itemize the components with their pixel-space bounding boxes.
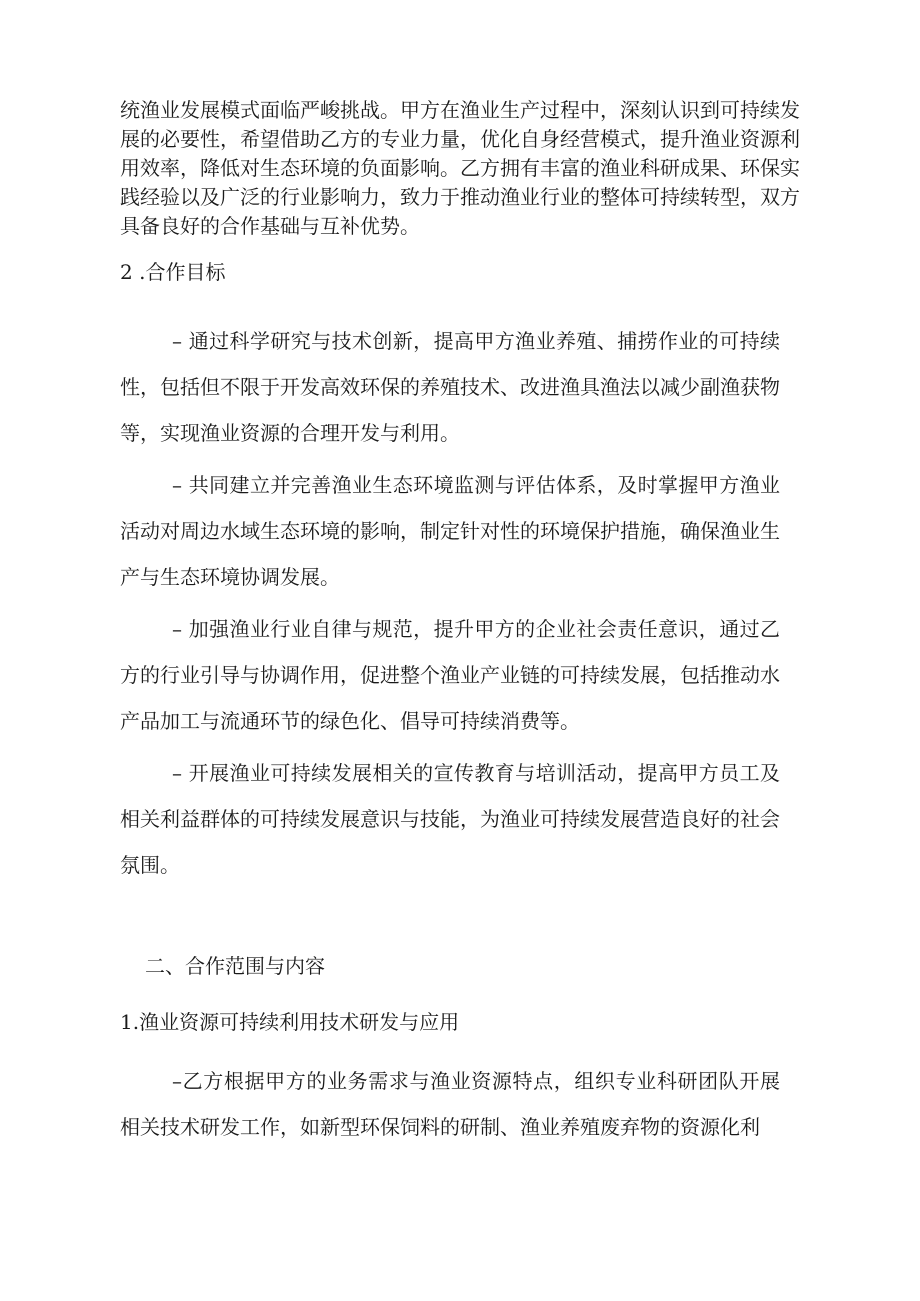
subsection-1-paragraph: –乙方根据甲方的业务需求与渔业资源特点，组织专业科研团队开展相关技术研发工作，如新型环保饲料的研制、渔业养殖废弃物的资源化利 — [120, 1069, 780, 1139]
subsection-1-heading: 1.渔业资源可持续利用技术研发与应用 — [120, 1010, 460, 1034]
section-2-heading: 2 .合作目标 — [120, 260, 226, 284]
goal-item-3: – 加强渔业行业自律与规范，提升甲方的企业社会责任意识，通过乙方的行业引导与协调作用，促进整个渔业产业链的可持续发展，包括推动水产品加工与流通环节的绿色化、倡导可持续消费等。 — [120, 617, 780, 733]
goal-item-1: – 通过科学研究与技术创新，提高甲方渔业养殖、捕捞作业的可持续性，包括但不限于开发高效环保的养殖技术、改进渔具渔法以减少副渔获物等，实现渔业资源的合理开发与利用。 — [120, 329, 780, 445]
intro-paragraph: 统渔业发展模式面临严峻挑战。甲方在渔业生产过程中，深刻认识到可持续发展的必要性，希望借助乙方的专业力量，优化自身经营模式，提升渔业资源利用效率，降低对生态环境的负面影响。乙方拥有丰富的渔业科研成果、环保实践经验以及广泛的行业影响力，致力于推动渔业行业的整体可持续转型，双方具备良好的合作基础与互补优势。 — [120, 98, 800, 238]
goal-item-2: – 共同建立并完善渔业生态环境监测与评估体系，及时掌握甲方渔业活动对周边水域生态环境的影响，制定针对性的环境保护措施，确保渔业生产与生态环境协调发展。 — [120, 473, 780, 589]
chapter-2-heading: 二、合作范围与内容 — [145, 954, 325, 978]
goal-item-4: – 开展渔业可持续发展相关的宣传教育与培训活动，提高甲方员工及相关利益群体的可持续发展意识与技能，为渔业可持续发展营造良好的社会氛围。 — [120, 761, 780, 877]
